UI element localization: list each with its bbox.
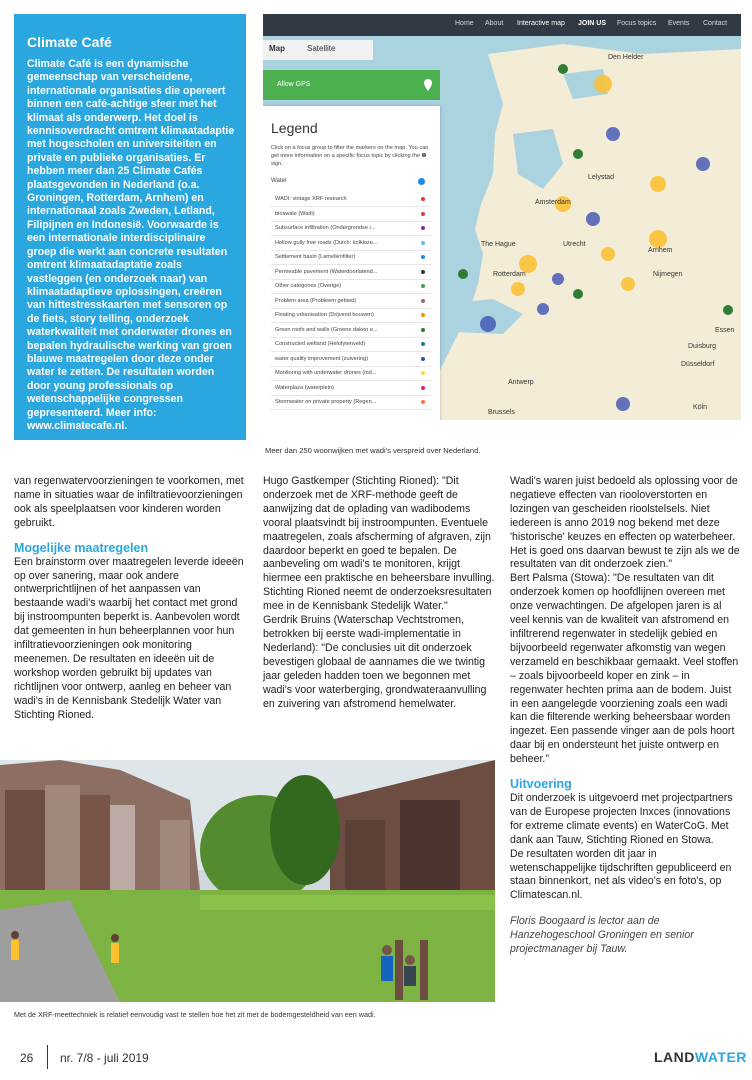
legend-item[interactable] bbox=[271, 281, 431, 294]
legend-item[interactable] bbox=[271, 325, 431, 338]
nav-interactive-map[interactable]: Interactive map bbox=[517, 20, 565, 27]
legend-dot-icon bbox=[421, 299, 425, 303]
legend-item-label: Problem area (Probleem gebied) bbox=[275, 297, 357, 304]
tab-map[interactable]: Map bbox=[269, 44, 285, 53]
legend-dot-icon bbox=[421, 328, 425, 332]
photo-caption: Met de XRF-meettechniek is relatief eenvoudig vast te stellen hoe het zit met de bodemgesteldheid van een wadi. bbox=[14, 1010, 376, 1019]
map-caption: Meer dan 250 woonwijken met wadi's verspreid over Nederland. bbox=[265, 446, 481, 455]
place-koln: Köln bbox=[693, 404, 708, 411]
legend-water-label: Water bbox=[271, 178, 287, 184]
allow-gps-label: Allow GPS bbox=[277, 81, 311, 88]
column-3 bbox=[510, 475, 740, 957]
heading-mogelijke-maatregelen: Mogelijke maatregelen bbox=[14, 540, 149, 555]
legend-item-label: Floating urbanisation (Drijvend bouwen) bbox=[275, 312, 374, 318]
author-credit: Floris Boogaard is lector aan de Hanzehogeschool Groningen en senior projectmanager bij Tauw. bbox=[510, 915, 694, 956]
map-type-tabs bbox=[263, 40, 373, 60]
map-screenshot bbox=[263, 14, 741, 420]
place-den-helder: Den Helder bbox=[608, 54, 644, 61]
allow-gps-bar[interactable] bbox=[263, 70, 440, 100]
legend-dot-icon bbox=[421, 357, 425, 361]
legend-item[interactable] bbox=[271, 252, 431, 265]
legend-item[interactable] bbox=[271, 310, 431, 323]
legend-dot-icon bbox=[421, 386, 425, 390]
legend-item-label: Settlement basin (Lamellenfilter) bbox=[275, 254, 356, 260]
page-number: 26 bbox=[20, 1051, 34, 1065]
nav-about[interactable]: About bbox=[485, 20, 504, 27]
legend-item[interactable] bbox=[271, 397, 431, 410]
legend-item[interactable] bbox=[271, 194, 431, 207]
place-arnhem: Arnhem bbox=[648, 247, 673, 254]
col3-paragraph-1: Wadi's waren juist bedoeld als oplossing voor de negatieve effecten van riooloverstorten en lozingen van gescheiden rioolstelsels. Niet iedereen is anno 2019 nog bekend met deze 'historische' keuzes en effecten op waterbeheer. Het is goed ons daarvan bewust te zijn als we de resultaten van dit onderzoek zien." bbox=[510, 475, 740, 571]
legend-item[interactable] bbox=[271, 267, 431, 280]
legend-dot-icon bbox=[421, 241, 425, 245]
climate-cafe-title: Climate Café bbox=[27, 34, 112, 50]
column-1 bbox=[14, 475, 250, 723]
nav-home[interactable]: Home bbox=[455, 20, 474, 27]
place-rotterdam: Rotterdam bbox=[493, 271, 526, 278]
legend-item-label: bioswale (Wadi) bbox=[275, 210, 315, 217]
col2-paragraph-1: Hugo Gastkemper (Stichting Rioned): "Dit onderzoek met de XRF-methode geeft de aanwijzing dat de oplading van wadibodems vooral plaatsvindt bij instroompunten. Eventuele maatregelen, zoals afscherming of afgraven, zijn daardoor beperkt en goed te bepalen. De aanbeveling om wadi's te monitoren, krijgt hiermee een praktische en beheersbare invulling. Stichting Rioned neemt de onderzoeksresultaten mee in de Kennisbank Stedelijk Water." bbox=[263, 475, 495, 613]
map-nav-bar bbox=[263, 14, 741, 36]
legend-item[interactable] bbox=[271, 238, 431, 251]
place-utrecht: Utrecht bbox=[563, 241, 586, 248]
legend-dot-icon bbox=[421, 400, 425, 404]
legend-dot-icon bbox=[421, 255, 425, 259]
legend-dot-icon bbox=[421, 212, 425, 216]
legend-item[interactable] bbox=[271, 368, 431, 381]
legend-item[interactable] bbox=[271, 296, 431, 309]
water-dot-icon bbox=[418, 178, 425, 185]
legend-item-label: Permeable pavement (Waterdoorlatend... bbox=[275, 268, 378, 275]
legend-item-label: Waterplaza (waterplein) bbox=[275, 384, 334, 391]
col1-paragraph-1: van regenwatervoorzieningen te voorkomen, met name in situaties waar de infiltratievoorzieningen ook als speelplaatsen voor kinderen worden gebruikt. bbox=[14, 475, 244, 529]
legend-item-label: Green roofs and walls (Groene daken e... bbox=[275, 326, 378, 333]
col1-paragraph-2: Een brainstorm over maatregelen leverde ideeën op over sanering, maar ook andere ontwerprichtlijnen of het aanpassen van bestaande wadi's waarbij het contact met grond bij instroompunten beperkt is. Aanbevolen wordt dat gemeenten in hun beheerplannen voor hun infiltratievoorzieningen ook monitoring meenemen. De resultaten en ideeën uit de workshop worden gebruikt bij updates van richtlijnen voor ontwerp, aanleg en beheer van wadi's in de Kennisbank Stedelijk Water van Stichting Rioned. bbox=[14, 555, 244, 721]
nav-focus-topics[interactable]: Focus topics bbox=[617, 20, 657, 27]
legend-dot-icon bbox=[421, 284, 425, 288]
col3-paragraph-4: De resultaten worden dit jaar in wetenschappelijke tijdschriften gepubliceerd en staan binnenkort, net als video's en foto's, op Climatescan.nl. bbox=[510, 847, 732, 902]
place-duisburg: Duisburg bbox=[688, 343, 717, 350]
col2-paragraph-2: Gerdrik Bruins (Waterschap Vechtstromen, betrokken bij eerste wadi-implementatie in Nederland): "De conclusies uit dit onderzoek bevestigen globaal de aannames die we twintig jaar geleden hadden toen we begonnen met wadi's voor waterberging, grondwateraanvulling en zuivering van afstromend hemelwater. bbox=[263, 614, 487, 710]
col3-paragraph-3: Dit onderzoek is uitgevoerd met projectpartners van de Europese projecten Inxces (innovations for extreme climate events) en WaterCoG. Met dank aan Tauw, Stichting Rioned en Stowa. bbox=[510, 792, 733, 846]
climate-cafe-text: Climate Café is een dynamische gemeenschap van verscheidene, internationale organisaties die opereert binnen een café-achtige sfeer met het klimaat als onderwerp. Het doel is kennisoverdracht omtrent klimaatadaptie met hogescholen en universiteiten en private en publieke organisaties. Er hebben meer dan 25 Climate Cafés plaatsgevonden in Nederland (o.a. Groningen, Rotterdam, Arnhem) en internationaal zoals Zweden, Letland, Filipijnen en Indonesië. Voorwaarde is een internationale interdisciplinaire groep die werkt aan concrete resultaten omtrent klimaatadaptatie zoals vastleggen (en onderzoek naar) van klimaatadaptieve oplossingen, creëren van hittestresskaarten met sensoren op de fiets, story telling, onderzoek waterkwaliteit met onderwater drones en bepalen hydraulische werking van groen blauwe maatregelen door deze onder water te zetten. De resultaten worden door young professionals op wetenschappelijke congressen gepresenteerd. Meer info: www.climatecafe.nl. bbox=[27, 58, 235, 432]
place-lelystad: Lelystad bbox=[588, 174, 615, 181]
place-essen: Essen bbox=[715, 327, 735, 334]
place-amsterdam: Amsterdam bbox=[535, 199, 571, 206]
legend-dot-icon bbox=[421, 371, 425, 375]
footer-divider bbox=[47, 1045, 48, 1069]
place-the-hague: The Hague bbox=[481, 241, 516, 248]
nav-events[interactable]: Events bbox=[668, 20, 690, 27]
legend-title: Legend bbox=[271, 120, 318, 136]
place-brussels: Brussels bbox=[488, 409, 515, 416]
logo-water: WATER bbox=[694, 1049, 747, 1065]
legend-item[interactable] bbox=[271, 354, 431, 367]
legend-item-label: Subsurface infiltration (Ondergrondse i... bbox=[275, 225, 376, 231]
issue-label: nr. 7/8 - juli 2019 bbox=[60, 1051, 149, 1065]
map-legend-panel bbox=[263, 106, 440, 420]
legend-item-label: Other categories (Overige) bbox=[275, 283, 342, 289]
land-water-logo bbox=[654, 1049, 747, 1065]
place-nijmegen: Nijmegen bbox=[653, 271, 683, 278]
place-antwerp: Antwerp bbox=[508, 379, 534, 386]
nav-join-us[interactable]: JOIN US bbox=[578, 20, 607, 27]
column-2 bbox=[263, 475, 499, 711]
tab-satellite[interactable]: Satellite bbox=[307, 44, 336, 53]
place-dusseldorf: Düsseldorf bbox=[681, 361, 715, 368]
legend-item[interactable] bbox=[271, 339, 431, 352]
legend-item-label: water quality improvement (zuivering) bbox=[275, 355, 368, 362]
col3-paragraph-2: Bert Palsma (Stowa): "De resultaten van dit onderzoek komen op hoofdlijnen overeen met onze verwachtingen. De afgelopen jaren is al veel kennis van de kwaliteit van afstromend en infiltrerend regenwater in stedelijk gebied en bijvoorbeeld regenwater afkomstig van wegen verzameld en beschikbaar gemaakt. Veel stoffen – zoals bijvoorbeeld koper en zink – in regenwater hechten prima aan de bodem. Juist in een aangelegde voorziening zoals een wadi kan die filterende werking beheersbaar worden ingezet. Een passende vinger aan de pols hoort daar bij en ondersteunt het juiste ontwerp en beheer." bbox=[510, 572, 739, 766]
legend-water-group[interactable] bbox=[271, 178, 431, 190]
legend-item-label: Monitoring with underwater drones (ind... bbox=[275, 370, 377, 376]
legend-dot-icon bbox=[421, 313, 425, 317]
climate-cafe-box bbox=[14, 14, 246, 440]
nav-contact[interactable]: Contact bbox=[703, 20, 728, 27]
wadi-photo bbox=[0, 760, 495, 1002]
logo-land: LAND bbox=[654, 1049, 695, 1065]
legend-dot-icon bbox=[421, 270, 425, 274]
legend-item-label: Stormwater on private property (Regen... bbox=[275, 399, 377, 405]
legend-item[interactable] bbox=[271, 209, 431, 222]
legend-item[interactable] bbox=[271, 223, 431, 236]
legend-item-label: WADI: vintage XRF research bbox=[275, 196, 347, 202]
location-pin-icon bbox=[424, 79, 432, 91]
legend-dot-icon bbox=[421, 226, 425, 230]
legend-item-label: Constructed wetland (Helofytenveld) bbox=[275, 341, 366, 347]
legend-dot-icon bbox=[421, 197, 425, 201]
heading-uitvoering: Uitvoering bbox=[510, 777, 572, 792]
legend-help-text: Click on a focus group to filter the markers on the map. You can get more information on a specific focus topic by clicking the ❶ sign. bbox=[271, 145, 429, 167]
legend-dot-icon bbox=[421, 342, 425, 346]
wadi-photo-image bbox=[0, 760, 495, 1002]
legend-item-label: Hollow gully free roads (Dutch: kolkloze... bbox=[275, 239, 378, 246]
legend-item[interactable] bbox=[271, 383, 431, 396]
